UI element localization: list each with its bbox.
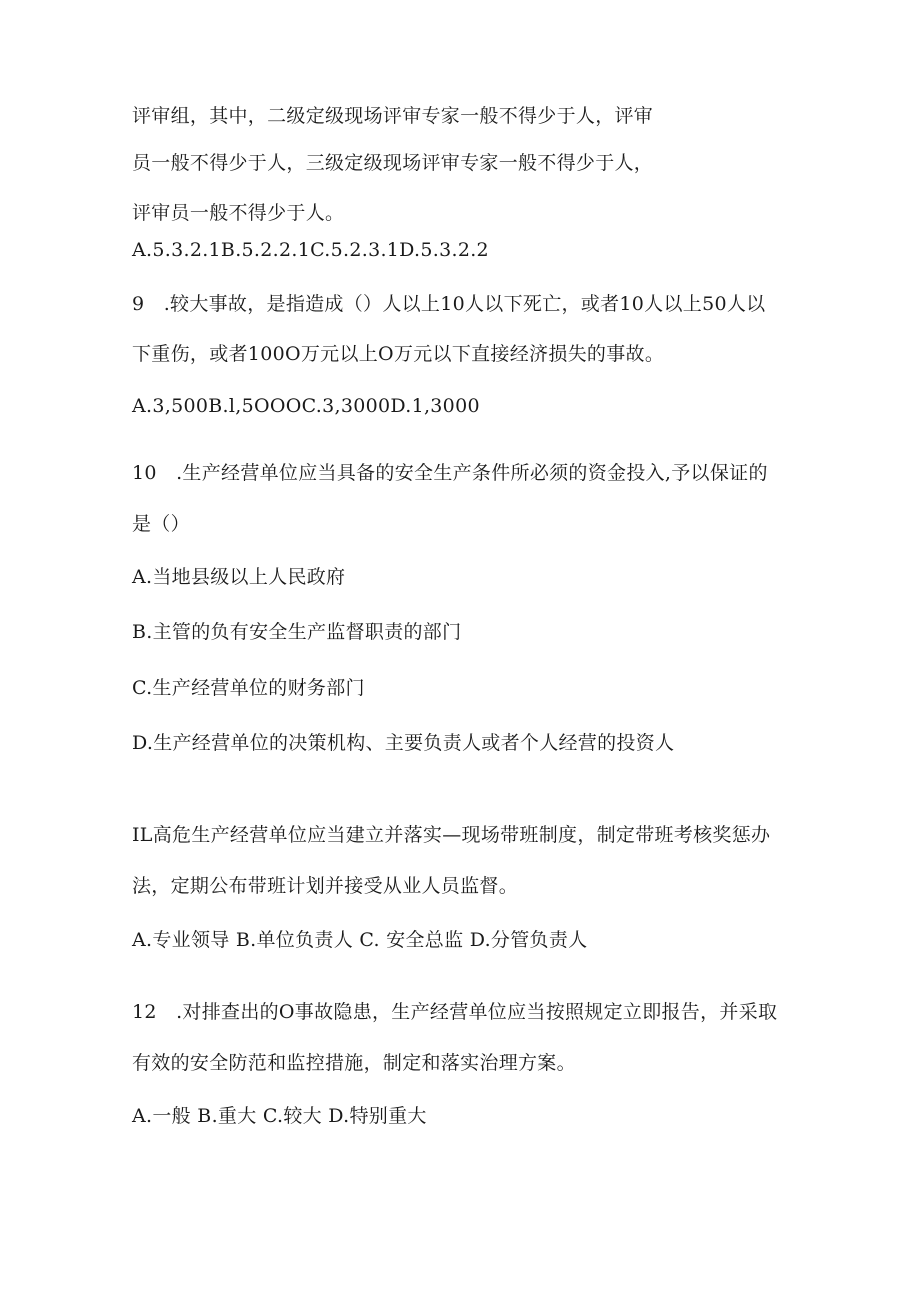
q10-option-c: C.生产经营单位的财务部门 <box>132 677 365 699</box>
q10-option-d: D.生产经营单位的决策机构、主要负责人或者个人经营的投资人 <box>132 732 675 754</box>
q9-text-line-1: 9 .较大事故，是指造成（）人以上10人以下死亡，或者10人以上50人以 <box>132 293 766 315</box>
q11-options: A.专业领导 B.单位负责人 C. 安全总监 D.分管负责人 <box>132 929 588 951</box>
q10-option-b: B.主管的负有安全生产监督职责的部门 <box>132 621 462 643</box>
q8-text-line-1: 评审组，其中，二级定级现场评审专家一般不得少于人，评审 <box>132 105 654 127</box>
q10-text-line-2: 是（） <box>132 513 190 535</box>
q10-text-line-1: 10 .生产经营单位应当具备的安全生产条件所必须的资金投入,予以保证的 <box>132 462 768 484</box>
q9-text-line-2: 下重伤，或者100O万元以上O万元以下直接经济损失的事故。 <box>132 343 665 365</box>
q12-text-line-1: 12 .对排查出的O事故隐患，生产经营单位应当按照规定立即报告，并采取 <box>132 1001 778 1023</box>
q11-text-line-1: IL高危生产经营单位应当建立并落实—现场带班制度，制定带班考核奖惩办 <box>132 824 771 846</box>
q12-text-line-2: 有效的安全防范和监控措施，制定和落实治理方案。 <box>132 1052 576 1074</box>
q8-text-line-2: 员一般不得少于人，三级定级现场评审专家一般不得少于人， <box>132 152 654 174</box>
q12-options: A.一般 B.重大 C.较大 D.特别重大 <box>132 1105 427 1127</box>
q11-text-line-2: 法，定期公布带班计划并接受从业人员监督。 <box>132 875 519 897</box>
q8-text-line-3: 评审员一般不得少于人。 <box>132 202 345 224</box>
q10-option-a: A.当地县级以上人民政府 <box>132 566 346 588</box>
q9-options: A.3,500B.l,5OOOC.3,3000D.1,3000 <box>132 395 480 417</box>
q8-options: A.5.3.2.1B.5.2.2.1C.5.2.3.1D.5.3.2.2 <box>132 239 489 261</box>
